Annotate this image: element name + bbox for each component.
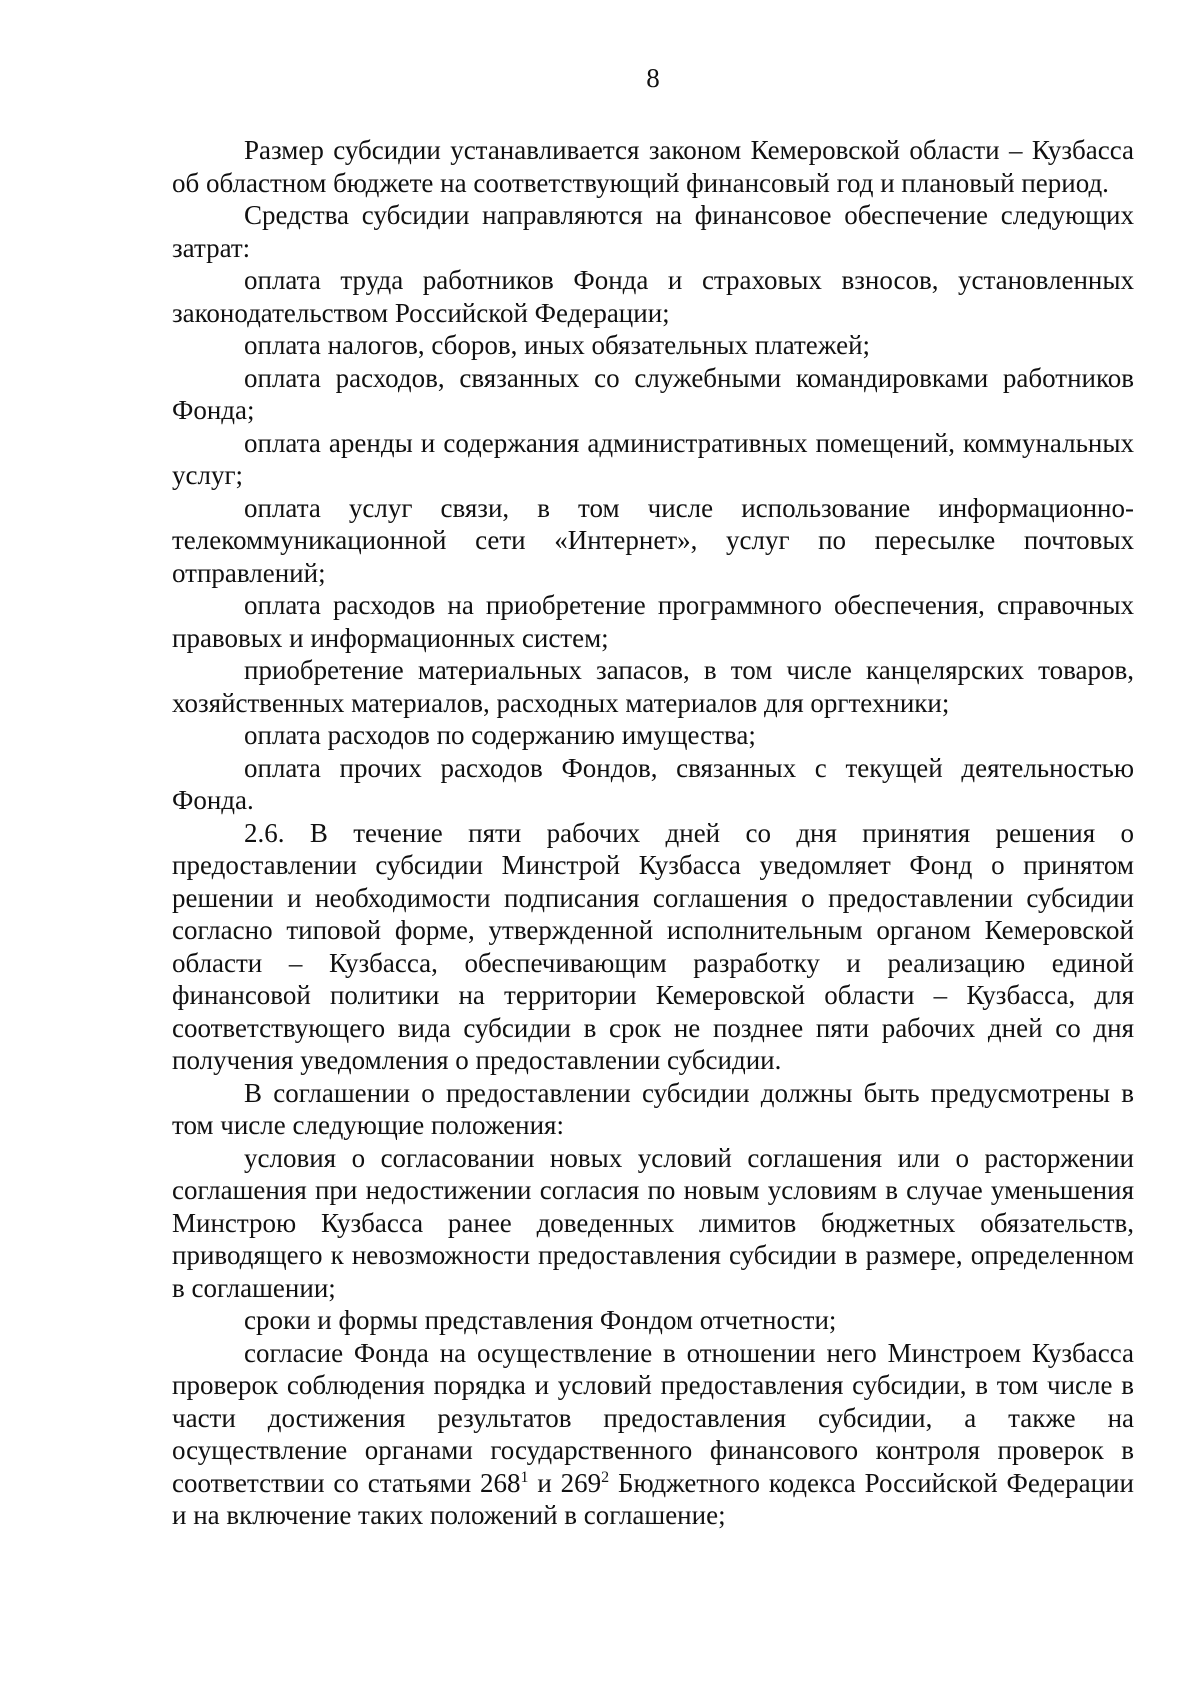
list-item-other-expenses: оплата прочих расходов Фондов, связанных с текущей деятельностью Фонда.	[172, 752, 1134, 815]
paragraph-subsidy-size: Размер субсидии устанавливается законом Кемеровской области – Кузбасса об областном бюджете на соответствующий финансовый год и плановый период.	[172, 135, 1134, 198]
inspection-text-part3: Бюджетного кодекса Российской Федерации и на включение таких положений в соглашение;	[172, 1467, 1135, 1530]
list-item-rent: оплата аренды и содержания административных помещений, коммунальных услуг;	[172, 427, 1134, 490]
article-268-superscript: 1	[520, 1468, 529, 1486]
page-number: 8	[646, 63, 660, 93]
list-item-materials: приобретение материальных запасов, в том числе канцелярских товаров, хозяйственных материалов, расходных материалов для оргтехники;	[172, 655, 1134, 718]
paragraph-2-6: 2.6. В течение пяти рабочих дней со дня принятия решения о предоставлении субсидии Минстрой Кузбасса уведомляет Фонд о принятом решении и необходимости подписания соглашения о предоставлении субсидии согласно типовой форме, утвержденной исполнительным органом Кемеровской области – Кузбасса, обеспечивающим разработку и реализацию единой финансовой политики на территории Кемеровской области – Кузбасса, для соответствующего вида субсидии в срок не позднее пяти рабочих дней со дня получения уведомления о предоставлении субсидии.	[172, 817, 1134, 1075]
list-item-labor-costs: оплата труда работников Фонда и страховых взносов, установленных законодательством Российской Федерации;	[172, 265, 1134, 328]
inspection-text-part2: и 269	[528, 1467, 602, 1498]
document-page	[172, 62, 1134, 1532]
paragraph-agreement-provisions: В соглашении о предоставлении субсидии должны быть предусмотрены в том числе следующие положения:	[172, 1077, 1134, 1140]
list-item-property: оплата расходов по содержанию имущества;	[244, 720, 756, 750]
article-269-superscript: 2	[601, 1468, 610, 1486]
list-item-taxes: оплата налогов, сборов, иных обязательных платежей;	[244, 330, 871, 360]
list-item-reporting: сроки и формы представления Фондом отчетности;	[244, 1305, 837, 1335]
list-item-business-trips: оплата расходов, связанных со служебными командировками работников Фонда;	[172, 362, 1134, 425]
list-item-inspection-consent	[172, 1337, 1134, 1532]
list-item-agreement-conditions: условия о согласовании новых условий соглашения или о расторжении соглашения при недостижении согласия по новым условиям в случае уменьшения Минстрою Кузбасса ранее доведенных лимитов бюджетных обязательств, приводящего к невозможности предоставления субсидии в размере, определенном в соглашении;	[172, 1142, 1134, 1303]
list-item-software: оплата расходов на приобретение программного обеспечения, справочных правовых и информационных систем;	[172, 590, 1134, 653]
list-item-communication: оплата услуг связи, в том числе использование информационно-телекоммуникационной сети «Интернет», услуг по пересылке почтовых отправлений;	[172, 492, 1134, 588]
paragraph-subsidy-funds: Средства субсидии направляются на финансовое обеспечение следующих затрат:	[172, 200, 1134, 263]
inspection-text-part1: согласие Фонда на осуществление в отношении него Минстроем Кузбасса проверок соблюдения порядка и условий предоставления субсидии, в том числе в части достижения результатов предоставления субсидии, а также на осуществление органами государственного финансового контроля проверок в соответствии со статьями 268	[172, 1337, 1134, 1498]
